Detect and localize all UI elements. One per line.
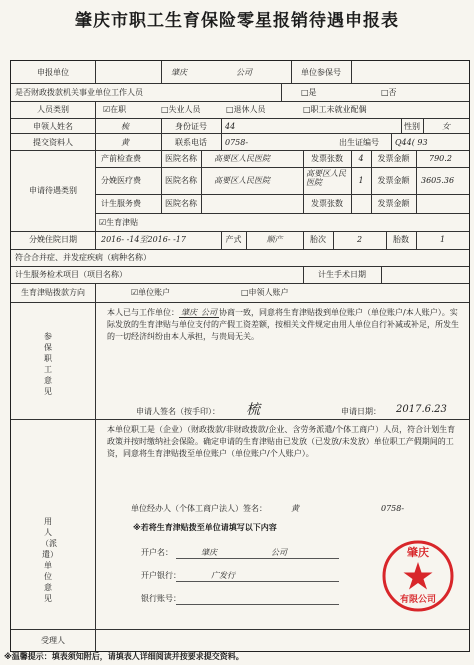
claim-item-delivery: 分娩医疗费 [101,176,141,185]
holder-value-prefix: 肇庆 [201,548,217,557]
category-label: 人员类别 [37,105,69,114]
parity-label: 胎次 [310,235,326,244]
claim-amount-label: 发票金额 [377,154,410,163]
claim-amount-prenatal: 790.2 [429,154,452,163]
claim-hosp-prenatal: 高要区人民医院 [214,154,270,163]
apply-date-value: 2017.6.23 [396,404,447,415]
declaration-text-body: 协商一致，同意将生育津贴拨到单位账户（单位账户/本人账户）。实际发放的生育津贴与单位支付的产假工资差额，按相关文件规定由用人单位自行补减或补足，所发生的一切经济纠纷由本人承担，与贵局无关。 [107,308,459,341]
unit-opinion-paragraph: 本单位职工是（企业）（财政拨款/非财政拨款/企业、含劳务派遣/个体工商户）人员，符合计划生育政策并按时缴纳社会保险。确定申请的生育津贴由已发放（已发放/未发放）单位职工产假期间的工资，同意将生育津贴拨至单位账户（单位账户/个人账户）。 [107,425,456,458]
birth-cert-value: Q44( 93 [395,138,428,147]
unit-code-label: 单位参保号 [301,68,341,77]
birth-mode-value: 顺产 [266,235,283,244]
claim-count-label: 发票张数 [311,154,343,163]
unit-value-prefix: 肇庆 [171,68,187,77]
claim-amount-delivery: 3605.36 [421,176,455,185]
apply-date-label: 申请日期： [341,407,381,416]
claim-hosp-label: 医院名称 [165,199,197,208]
parity-value: 2 [356,235,363,244]
company-seal [380,538,456,614]
family-planning-label: 计生服务检术项目（项目名称） [15,270,127,279]
babies-value: 1 [439,235,446,244]
phone-value: 0758- [225,138,249,147]
name-label: 申领人姓名 [33,122,73,131]
unit-label: 申报单位 [37,68,69,77]
claim-count-prenatal: 4 [358,154,364,163]
birth-mode-label: 产式 [225,235,242,244]
declaration-company-suffix: 公司 [201,308,217,317]
agent-phone: 0758- [381,504,405,513]
category-incumbent-checkbox[interactable]: ☑在职 [103,105,127,114]
seal-text-bottom: 有限公司 [399,595,437,605]
unit-opinion-side-label: 用人（派遣）单位意见 [41,517,57,603]
bank-section-title: ※若将生育津贴拨至单位请填写以下内容 [133,523,277,532]
holder-label: 开户名： [141,548,173,557]
claim-hosp-delivery: 高要区人民医院 [214,176,270,185]
agent-label: 单位经办人（个体工商户法人）签名： [131,504,267,513]
sign-label: 申请人签名（按手印）： [136,407,220,416]
claim-label: 申请待遇类别 [29,186,77,195]
claim-hosp-label: 医院名称 [165,176,197,185]
category-unemployed-checkbox[interactable]: □失业人员 [161,105,201,114]
babies-label: 胎数 [393,235,409,244]
family-planning-date-label: 计生手术日期 [318,270,366,279]
name-value: 梳 [121,122,129,131]
claim-item-planning: 计生服务费 [101,199,141,208]
declaration-company-prefix: 肇庆 [181,308,197,317]
account-label: 银行账号： [141,594,181,603]
claim-count-delivery: 1 [358,176,364,185]
civil-no-checkbox[interactable]: □否 [381,88,397,97]
gender-value: 女 [442,122,450,131]
claim-item-prenatal: 产前检查费 [101,154,141,163]
agent-value: 黄 [291,504,299,513]
phone-label: 联系电话 [175,138,207,147]
claim-allowance-checkbox[interactable]: ☑生育津贴 [99,218,139,227]
gender-label: 性别 [404,122,420,131]
claim-hosp-label: 医院名称 [165,154,197,163]
submitter-value: 黄 [121,138,129,147]
civil-yes-checkbox[interactable]: □是 [301,88,317,97]
payment-label: 生育津贴拨款方向 [21,288,85,297]
declaration-paragraph [107,307,459,343]
seal-text-top: 肇庆 [407,546,429,559]
form-title: 肇庆市职工生育保险零星报销待遇申报表 [75,11,399,31]
claim-amount-label: 发票金额 [377,176,410,185]
birth-date-value: 2016- -14至2016- -17 [101,235,186,244]
declaration-text-prefix: 本人已与工作单位： [107,308,179,317]
bank-label: 开户银行： [141,571,181,580]
payment-personal-checkbox[interactable]: □申领人账户 [241,288,289,297]
complication-label: 符合合并症、并发症疾病（病种名称） [15,253,151,262]
sign-value: 梳 [246,402,260,418]
birth-date-label: 分娩住院日期 [29,235,77,244]
category-retired-checkbox[interactable]: □退休人员 [226,105,266,114]
submitter-label: 提交资料人 [33,138,73,147]
claim-count-label: 发票张数 [311,199,343,208]
receiver-label: 受理人 [41,636,65,645]
unit-value-suffix: 公司 [236,68,252,77]
declaration-side-label: 参保职工意见 [44,332,52,396]
civil-label: 是否财政拨款机关事业单位工作人员 [15,88,143,97]
birth-cert-label: 出生证编号 [339,138,379,147]
category-spouse-checkbox[interactable]: □职工未就业配偶 [303,105,367,114]
claim-amount-label: 发票金额 [377,199,410,208]
footnote: ※温馨提示：填表须知附后，请填表人详细阅读并按要求提交资料。 [4,652,244,661]
payment-unit-checkbox[interactable]: ☑单位账户 [131,288,171,297]
claim-hosp-delivery-2: 高要区人民医院 [306,169,346,187]
bank-value: 广发行 [211,571,235,580]
id-value: 44 [225,122,236,131]
id-label: 身份证号 [175,122,207,131]
holder-value-suffix: 公司 [271,548,287,557]
